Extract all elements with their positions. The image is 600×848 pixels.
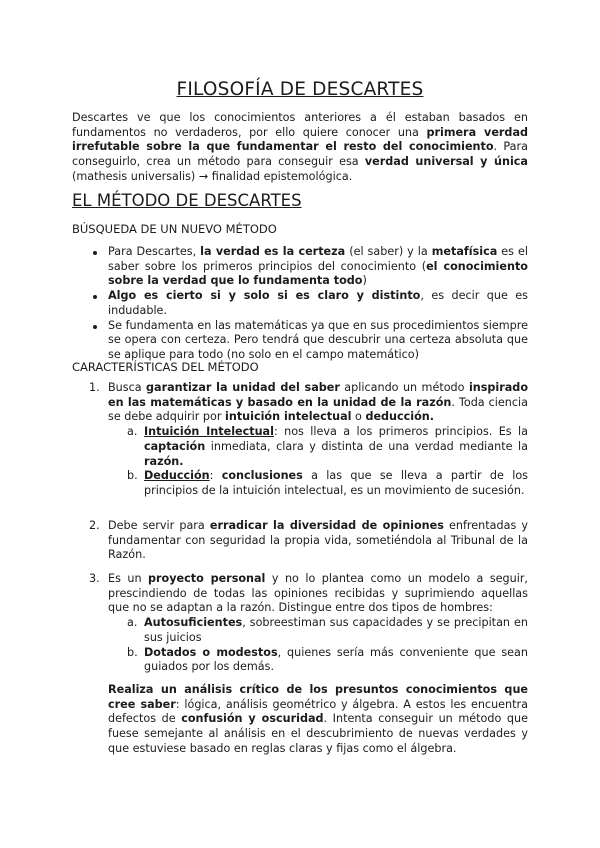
bullet-text: Se fundamenta en las matemáticas ya que en sus procedimientos siempre se opera con certeza. Pero tendrá que descubrir una certeza absoluta que se aplique para todo (no solo en el campo matemático): [108, 318, 528, 361]
numbered-item-1: [89, 381, 528, 499]
item-number: 2.: [89, 519, 100, 532]
item-text: Debe servir para erradicar la diversidad de opiniones enfrentadas y fundamentar con seguridad la propia vida, sometiéndola al Tribunal de la Razón.: [108, 519, 528, 562]
bullet-item: [108, 319, 528, 363]
sub-item-letter: a.: [127, 616, 138, 630]
numbered-item-3: [89, 572, 528, 675]
item-number: 3.: [89, 572, 100, 585]
bullet-bold: Algo es cierto si y solo si es claro y distinto: [108, 289, 421, 303]
item-number: 1.: [89, 381, 100, 394]
intro-bold: verdad universal y única: [364, 155, 528, 169]
critique-paragraph: Realiza un análisis crítico de los presuntos conocimientos que cree saber: lógica, análisis geométrico y álgebra. A estos les encuentra defectos de confusión y oscuridad. Intenta conseguir un método que fuese semejante al análisis en el descubrimiento de nuevas verdades y que estuviese basado en reglas claras y fijas como el álgebra.: [108, 683, 528, 755]
bullet-item: [108, 245, 528, 289]
sub-item-letter: b.: [127, 645, 138, 659]
bullet-bold: el conocimiento sobre la verdad que lo fundamenta todo: [108, 259, 528, 288]
sub-item-letter: b.: [127, 469, 138, 483]
sub-item-deduction: b. Deducción: conclusiones a las que se lleva a partir de los principios de la intuición intelectual, es un movimiento de sucesión.: [127, 469, 528, 497]
bullet-bold: la verdad es la certeza: [200, 245, 346, 258]
bullet-list: [108, 245, 528, 363]
item-text: Busca garantizar la unidad del saber aplicando un método inspirado en las matemáticas y basado en la unidad de la razón. Toda ciencia se debe adquirir por intuición intelectual o deducción.: [108, 381, 528, 424]
item-text: Es un proyecto personal y no lo plantea como un modelo a seguir, prescindiendo de todas las opiniones recibidas y suprimiendo aquellas que no se adaptan a la razón. Distingue entre dos tipos de hombres:: [108, 572, 528, 615]
sub-item-self-sufficient: a. Autosuficientes, sobreestiman sus capacidades y se precipitan en sus juicios: [127, 616, 528, 644]
subsection-heading-search: BÚSQUEDA DE UN NUEVO MÉTODO: [72, 222, 277, 236]
intro-paragraph: [72, 111, 528, 185]
sub-item-letter: a.: [127, 425, 138, 439]
sub-item-intuition: a. Intuición Intelectual: nos lleva a los primeros principios. Es la captación inmediata, clara y distinta de una verdad mediante la razón.: [127, 425, 528, 468]
intro-text: . Para conseguirlo, crea un método para conseguir esa: [72, 140, 528, 169]
sub-item-modest: b. Dotados o modestos, quienes sería más conveniente que sean guiados por los demás.: [127, 645, 528, 674]
subsection-heading-characteristics: CARACTERÍSTICAS DEL MÉTODO: [72, 360, 259, 374]
section-heading: EL MÉTODO DE DESCARTES: [72, 191, 302, 210]
bullet-text: (el saber) y la: [345, 245, 432, 258]
intro-text: Descartes ve que los conocimientos anteriores a él estaban basados en fundamentos no verdaderos, por ello quiere conocer una: [72, 111, 528, 139]
bullet-text: es el saber sobre los primeros principios del conocimiento (: [108, 245, 528, 273]
page-title: FILOSOFÍA DE DESCARTES: [176, 79, 424, 100]
numbered-item-2: [89, 519, 528, 563]
bullet-bold: metafísica: [431, 245, 498, 258]
bullet-text: Para Descartes,: [108, 245, 201, 258]
bullet-text: , es decir que es indudable.: [108, 289, 528, 317]
intro-bold: primera verdad irrefutable sobre la que fundamentar el resto del conocimiento: [72, 125, 528, 154]
bullet-text: ): [362, 274, 367, 288]
bullet-item: [108, 289, 528, 318]
intro-text: (mathesis universalis) → finalidad epistemológica.: [72, 169, 353, 183]
